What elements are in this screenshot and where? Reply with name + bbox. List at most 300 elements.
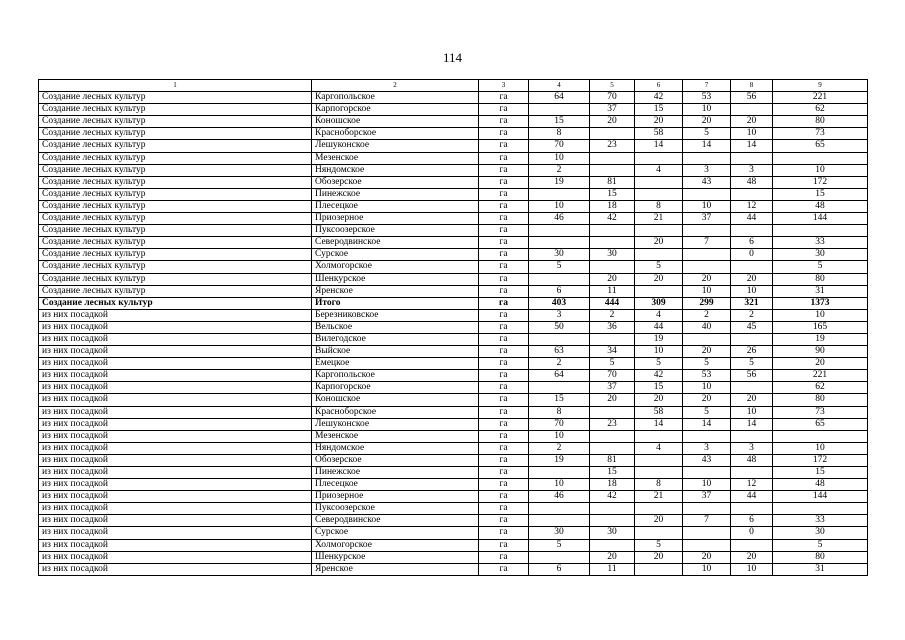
value-cell-7: 10 [683,285,731,297]
unit-cell: га [479,418,529,430]
table-row [39,491,868,503]
value-cell-5: 444 [590,297,635,309]
value-cell-6: 15 [635,104,683,116]
value-cell-7 [683,188,731,200]
data-table [38,79,868,576]
value-cell-8: 48 [731,454,773,466]
district-cell: Холмогорское [312,261,479,273]
value-cell-9: 221 [773,92,868,104]
value-cell-6 [635,176,683,188]
value-cell-6: 4 [635,309,683,321]
unit-cell: га [479,273,529,285]
value-cell-5: 20 [590,551,635,563]
activity-cell: из них посадкой [39,346,312,358]
value-cell-9: 5 [773,261,868,273]
value-cell-9: 80 [773,394,868,406]
activity-cell: Создание лесных культур [39,164,312,176]
unit-cell: га [479,539,529,551]
value-cell-8: 20 [731,273,773,285]
value-cell-6: 14 [635,140,683,152]
district-cell: Красноборское [312,406,479,418]
unit-cell: га [479,92,529,104]
value-cell-5: 23 [590,418,635,430]
value-cell-7: 10 [683,563,731,575]
table-row [39,309,868,321]
value-cell-4: 46 [529,213,590,225]
value-cell-7 [683,261,731,273]
page-number: 114 [442,50,463,65]
district-cell: Северодвинское [312,515,479,527]
value-cell-7: 53 [683,92,731,104]
value-cell-7: 10 [683,479,731,491]
value-cell-5: 30 [590,527,635,539]
district-cell: Шенкурское [312,273,479,285]
activity-cell: из них посадкой [39,418,312,430]
activity-cell: Создание лесных культур [39,273,312,285]
activity-cell: из них посадкой [39,406,312,418]
value-cell-5: 20 [590,394,635,406]
value-cell-5: 81 [590,454,635,466]
table-row [39,152,868,164]
value-cell-7: 10 [683,200,731,212]
value-cell-6 [635,527,683,539]
unit-cell: га [479,128,529,140]
value-cell-8: 56 [731,370,773,382]
unit-cell: га [479,225,529,237]
value-cell-8: 20 [731,551,773,563]
district-cell: Каргопольское [312,92,479,104]
header-cell: 8 [731,80,773,92]
unit-cell: га [479,382,529,394]
value-cell-9: 15 [773,467,868,479]
activity-cell: из них посадкой [39,563,312,575]
table-row [39,394,868,406]
value-cell-9: 73 [773,406,868,418]
unit-cell: га [479,370,529,382]
table-row [39,92,868,104]
value-cell-8: 3 [731,164,773,176]
value-cell-8 [731,430,773,442]
district-cell: Няндомское [312,442,479,454]
table-row [39,140,868,152]
activity-cell: Создание лесных культур [39,285,312,297]
district-cell: Пинежское [312,188,479,200]
district-cell: Обозерское [312,454,479,466]
value-cell-5: 30 [590,249,635,261]
value-cell-8: 10 [731,563,773,575]
activity-cell: из них посадкой [39,503,312,515]
value-cell-8 [731,333,773,345]
value-cell-7: 37 [683,213,731,225]
value-cell-8: 321 [731,297,773,309]
unit-cell: га [479,491,529,503]
value-cell-7 [683,539,731,551]
value-cell-4: 10 [529,152,590,164]
value-cell-9: 62 [773,104,868,116]
value-cell-4: 15 [529,116,590,128]
value-cell-5 [590,539,635,551]
value-cell-6: 4 [635,442,683,454]
district-cell: Яренское [312,285,479,297]
value-cell-6: 20 [635,237,683,249]
value-cell-8 [731,539,773,551]
value-cell-7 [683,467,731,479]
unit-cell: га [479,297,529,309]
value-cell-5 [590,225,635,237]
value-cell-6 [635,454,683,466]
district-cell: Обозерское [312,176,479,188]
value-cell-5: 18 [590,479,635,491]
value-cell-6: 20 [635,273,683,285]
unit-cell: га [479,188,529,200]
district-cell: Вилегодское [312,333,479,345]
district-cell: Березниковское [312,309,479,321]
value-cell-5 [590,442,635,454]
value-cell-7: 53 [683,370,731,382]
table-row [39,104,868,116]
unit-cell: га [479,527,529,539]
value-cell-8: 44 [731,213,773,225]
unit-cell: га [479,430,529,442]
table-row [39,479,868,491]
activity-cell: из них посадкой [39,321,312,333]
unit-cell: га [479,551,529,563]
value-cell-4: 30 [529,249,590,261]
value-cell-4 [529,273,590,285]
value-cell-6: 15 [635,382,683,394]
value-cell-8: 6 [731,515,773,527]
value-cell-8: 14 [731,140,773,152]
value-cell-5: 20 [590,273,635,285]
value-cell-6: 42 [635,370,683,382]
district-cell: Выйское [312,346,479,358]
activity-cell: Создание лесных культур [39,176,312,188]
value-cell-8: 12 [731,479,773,491]
district-cell: Приозерное [312,213,479,225]
value-cell-8: 10 [731,128,773,140]
table-row [39,128,868,140]
district-cell: Северодвинское [312,237,479,249]
value-cell-6: 20 [635,515,683,527]
value-cell-6 [635,285,683,297]
value-cell-4: 70 [529,140,590,152]
value-cell-7: 14 [683,418,731,430]
value-cell-9 [773,430,868,442]
table-row [39,261,868,273]
unit-cell: га [479,394,529,406]
activity-cell: из них посадкой [39,442,312,454]
value-cell-4: 8 [529,406,590,418]
table-row [39,467,868,479]
value-cell-8: 20 [731,116,773,128]
table-row [39,200,868,212]
value-cell-9: 172 [773,176,868,188]
value-cell-4: 2 [529,164,590,176]
district-cell: Холмогорское [312,539,479,551]
value-cell-4: 64 [529,92,590,104]
value-cell-8: 10 [731,285,773,297]
value-cell-5: 34 [590,346,635,358]
value-cell-4 [529,333,590,345]
value-cell-7 [683,249,731,261]
value-cell-5: 5 [590,358,635,370]
value-cell-4: 10 [529,200,590,212]
value-cell-8: 3 [731,442,773,454]
value-cell-9: 19 [773,333,868,345]
value-cell-7: 7 [683,237,731,249]
value-cell-7: 7 [683,515,731,527]
unit-cell: га [479,261,529,273]
unit-cell: га [479,309,529,321]
activity-cell: из них посадкой [39,333,312,345]
table-row [39,539,868,551]
value-cell-9: 144 [773,213,868,225]
table-row [39,346,868,358]
value-cell-7 [683,225,731,237]
activity-cell: Создание лесных культур [39,188,312,200]
unit-cell: га [479,116,529,128]
value-cell-6 [635,467,683,479]
header-cell: 4 [529,80,590,92]
district-cell: Сурское [312,527,479,539]
table-row [39,418,868,430]
value-cell-5 [590,503,635,515]
value-cell-4: 403 [529,297,590,309]
value-cell-9: 5 [773,539,868,551]
table-row [39,321,868,333]
total-row [39,297,868,309]
value-cell-6 [635,430,683,442]
value-cell-8 [731,188,773,200]
value-cell-6 [635,152,683,164]
header-cell: 7 [683,80,731,92]
value-cell-5: 70 [590,92,635,104]
unit-cell: га [479,104,529,116]
value-cell-5: 2 [590,309,635,321]
value-cell-9 [773,503,868,515]
value-cell-4: 19 [529,454,590,466]
value-cell-4: 50 [529,321,590,333]
activity-cell: из них посадкой [39,551,312,563]
table-row [39,551,868,563]
activity-cell: из них посадкой [39,430,312,442]
value-cell-4: 30 [529,527,590,539]
value-cell-9: 65 [773,140,868,152]
value-cell-4: 5 [529,539,590,551]
unit-cell: га [479,164,529,176]
district-cell: Емецкое [312,358,479,370]
header-cell: 5 [590,80,635,92]
header-cell: 3 [479,80,529,92]
value-cell-8: 14 [731,418,773,430]
value-cell-4 [529,382,590,394]
district-cell: Пуксоозерское [312,503,479,515]
table-row [39,249,868,261]
value-cell-9: 80 [773,116,868,128]
value-cell-7: 14 [683,140,731,152]
value-cell-6 [635,188,683,200]
value-cell-9 [773,225,868,237]
value-cell-6 [635,225,683,237]
value-cell-6: 42 [635,92,683,104]
value-cell-6 [635,503,683,515]
value-cell-7: 3 [683,442,731,454]
unit-cell: га [479,454,529,466]
activity-cell: Создание лесных культур [39,128,312,140]
value-cell-5: 37 [590,382,635,394]
table-row [39,213,868,225]
value-cell-6: 5 [635,539,683,551]
value-cell-9: 165 [773,321,868,333]
activity-cell: из них посадкой [39,394,312,406]
value-cell-9: 31 [773,285,868,297]
value-cell-6: 4 [635,164,683,176]
table-row [39,273,868,285]
value-cell-5: 42 [590,213,635,225]
value-cell-8 [731,261,773,273]
value-cell-5 [590,164,635,176]
value-cell-5: 15 [590,188,635,200]
value-cell-7 [683,503,731,515]
table-row [39,164,868,176]
value-cell-6: 19 [635,333,683,345]
value-cell-7: 20 [683,551,731,563]
activity-cell: Создание лесных культур [39,261,312,273]
value-cell-9: 80 [773,273,868,285]
value-cell-8: 0 [731,527,773,539]
value-cell-6: 20 [635,116,683,128]
value-cell-4: 5 [529,261,590,273]
table-header-row [39,80,868,92]
unit-cell: га [479,176,529,188]
district-cell: Шенкурское [312,551,479,563]
value-cell-7: 10 [683,104,731,116]
value-cell-9: 90 [773,346,868,358]
value-cell-6: 44 [635,321,683,333]
value-cell-8: 2 [731,309,773,321]
value-cell-5: 15 [590,467,635,479]
value-cell-5: 20 [590,116,635,128]
value-cell-5: 23 [590,140,635,152]
unit-cell: га [479,442,529,454]
value-cell-6: 8 [635,200,683,212]
value-cell-5: 37 [590,104,635,116]
value-cell-9: 73 [773,128,868,140]
value-cell-8: 5 [731,358,773,370]
table-row [39,370,868,382]
activity-cell: из них посадкой [39,491,312,503]
activity-cell: Создание лесных культур [39,116,312,128]
value-cell-6: 58 [635,406,683,418]
activity-cell: Создание лесных культур [39,225,312,237]
activity-cell: из них посадкой [39,309,312,321]
value-cell-7: 3 [683,164,731,176]
table-row [39,503,868,515]
value-cell-8: 48 [731,176,773,188]
table-row [39,406,868,418]
value-cell-5 [590,152,635,164]
unit-cell: га [479,249,529,261]
table-row [39,382,868,394]
value-cell-6 [635,563,683,575]
value-cell-9: 221 [773,370,868,382]
district-cell: Лешуконское [312,418,479,430]
value-cell-9: 10 [773,309,868,321]
table-row [39,116,868,128]
value-cell-6: 10 [635,346,683,358]
value-cell-8 [731,503,773,515]
value-cell-9: 65 [773,418,868,430]
value-cell-8: 26 [731,346,773,358]
district-cell: Итого [312,297,479,309]
unit-cell: га [479,346,529,358]
unit-cell: га [479,321,529,333]
table-row [39,454,868,466]
unit-cell: га [479,213,529,225]
value-cell-9: 48 [773,200,868,212]
table-row [39,188,868,200]
table-row [39,515,868,527]
value-cell-9: 172 [773,454,868,466]
value-cell-8: 45 [731,321,773,333]
activity-cell: Создание лесных культур [39,104,312,116]
district-cell: Приозерное [312,491,479,503]
value-cell-6: 8 [635,479,683,491]
district-cell: Няндомское [312,164,479,176]
value-cell-4 [529,515,590,527]
district-cell: Плесецкое [312,200,479,212]
value-cell-9: 48 [773,479,868,491]
header-cell: 1 [39,80,312,92]
value-cell-5 [590,261,635,273]
value-cell-7 [683,430,731,442]
value-cell-9: 1373 [773,297,868,309]
value-cell-7 [683,333,731,345]
unit-cell: га [479,479,529,491]
value-cell-8: 20 [731,394,773,406]
district-cell: Карпогорское [312,104,479,116]
header-cell: 2 [312,80,479,92]
activity-cell: Создание лесных культур [39,152,312,164]
value-cell-4: 10 [529,430,590,442]
value-cell-8 [731,225,773,237]
value-cell-9: 30 [773,527,868,539]
value-cell-4: 6 [529,285,590,297]
value-cell-5 [590,406,635,418]
value-cell-6: 5 [635,261,683,273]
district-cell: Яренское [312,563,479,575]
district-cell: Карпогорское [312,382,479,394]
activity-cell: Создание лесных культур [39,140,312,152]
value-cell-4: 15 [529,394,590,406]
value-cell-4: 70 [529,418,590,430]
value-cell-4: 64 [529,370,590,382]
district-cell: Пинежское [312,467,479,479]
table-row [39,358,868,370]
value-cell-8: 6 [731,237,773,249]
district-cell: Коношское [312,394,479,406]
activity-cell: из них посадкой [39,539,312,551]
value-cell-5: 11 [590,563,635,575]
value-cell-5 [590,515,635,527]
value-cell-5: 81 [590,176,635,188]
value-cell-6: 58 [635,128,683,140]
table-row [39,442,868,454]
value-cell-7: 5 [683,358,731,370]
unit-cell: га [479,467,529,479]
value-cell-6: 20 [635,551,683,563]
value-cell-4: 2 [529,442,590,454]
